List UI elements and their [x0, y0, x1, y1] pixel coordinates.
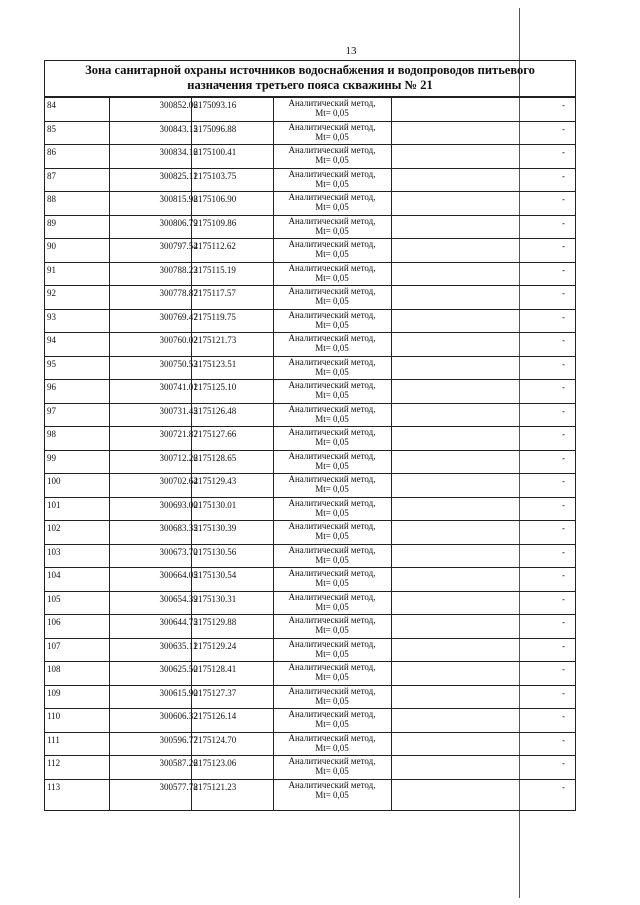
- coordinate-y: 2175103.75: [191, 168, 273, 192]
- method-label: Аналитический метод,: [288, 403, 376, 414]
- method-cell: [273, 521, 391, 545]
- method-label: Аналитический метод,: [288, 685, 376, 696]
- method-label: Аналитический метод,: [288, 192, 376, 202]
- coordinate-x: 300750.53: [109, 356, 191, 380]
- point-number: 95: [45, 356, 109, 380]
- coordinate-x: 300788.23: [109, 262, 191, 286]
- empty-value: -: [391, 380, 575, 404]
- table-row: [45, 239, 575, 263]
- empty-value: -: [391, 497, 575, 521]
- method-accuracy: Mt= 0,05: [315, 202, 349, 212]
- coordinate-y: 2175130.39: [191, 521, 273, 545]
- method-accuracy: Mt= 0,05: [315, 531, 349, 541]
- point-number: 94: [45, 333, 109, 357]
- method-label: Аналитический метод,: [288, 262, 376, 273]
- coordinate-y: 2175126.48: [191, 403, 273, 427]
- coordinate-y: 2175130.56: [191, 544, 273, 568]
- empty-value: -: [391, 732, 575, 756]
- method-label: Аналитический метод,: [288, 168, 376, 179]
- point-number: 91: [45, 262, 109, 286]
- coordinate-x: 300702.64: [109, 474, 191, 498]
- point-number: 113: [45, 779, 109, 810]
- point-number: 106: [45, 615, 109, 639]
- point-number: 90: [45, 239, 109, 263]
- table-row: [45, 215, 575, 239]
- method-accuracy: Mt= 0,05: [315, 695, 349, 706]
- table-row: [45, 709, 575, 733]
- coordinate-x: 300852.06: [109, 98, 191, 122]
- table-row: [45, 380, 575, 404]
- empty-value: -: [391, 145, 575, 169]
- point-number: 92: [45, 286, 109, 310]
- table-row: [45, 450, 575, 474]
- table-row: [45, 497, 575, 521]
- coordinate-y: 2175129.43: [191, 474, 273, 498]
- method-cell: [273, 474, 391, 498]
- coordinate-x: 300683.35: [109, 521, 191, 545]
- point-number: 110: [45, 709, 109, 733]
- method-label: Аналитический метод,: [288, 474, 376, 484]
- table-row: [45, 756, 575, 780]
- table-row: [45, 685, 575, 709]
- empty-value: -: [391, 215, 575, 239]
- method-accuracy: Mt= 0,05: [315, 601, 349, 612]
- method-cell: [273, 145, 391, 169]
- point-number: 100: [45, 474, 109, 498]
- table-row: [45, 168, 575, 192]
- point-number: 93: [45, 309, 109, 333]
- empty-value: -: [391, 333, 575, 357]
- coordinate-y: 2175125.10: [191, 380, 273, 404]
- method-label: Аналитический метод,: [288, 333, 376, 343]
- method-label: Аналитический метод,: [288, 591, 376, 602]
- method-label: Аналитический метод,: [288, 662, 376, 672]
- method-label: Аналитический метод,: [288, 709, 376, 719]
- empty-value: -: [391, 521, 575, 545]
- coordinate-x: 300587.26: [109, 756, 191, 780]
- table-row: [45, 286, 575, 310]
- method-label: Аналитический метод,: [288, 239, 376, 249]
- table-row: [45, 145, 575, 169]
- point-number: 96: [45, 380, 109, 404]
- table-row: [45, 474, 575, 498]
- point-number: 86: [45, 145, 109, 169]
- method-cell: [273, 333, 391, 357]
- method-label: Аналитический метод,: [288, 521, 376, 531]
- table-row: [45, 262, 575, 286]
- coordinate-y: 2175124.70: [191, 732, 273, 756]
- coordinate-x: 300731.45: [109, 403, 191, 427]
- method-cell: [273, 121, 391, 145]
- coordinate-x: 300778.87: [109, 286, 191, 310]
- method-accuracy: Mt= 0,05: [315, 742, 349, 753]
- empty-value: -: [391, 168, 575, 192]
- table-row: [45, 98, 575, 122]
- method-accuracy: Mt= 0,05: [315, 108, 349, 118]
- method-label: Аналитический метод,: [288, 121, 376, 132]
- coordinate-x: 300664.05: [109, 568, 191, 592]
- empty-value: -: [391, 591, 575, 615]
- coordinate-y: 2175119.75: [191, 309, 273, 333]
- coordinate-y: 2175121.73: [191, 333, 273, 357]
- method-label: Аналитический метод,: [288, 215, 376, 226]
- coordinate-x: 300596.77: [109, 732, 191, 756]
- method-accuracy: Mt= 0,05: [315, 249, 349, 259]
- document-title: [45, 61, 575, 97]
- empty-value: -: [391, 427, 575, 451]
- empty-value: -: [391, 192, 575, 216]
- coordinate-y: 2175130.54: [191, 568, 273, 592]
- coordinate-y: 2175115.19: [191, 262, 273, 286]
- table-row: [45, 615, 575, 639]
- coordinate-x: 300635.11: [109, 638, 191, 662]
- method-accuracy: Mt= 0,05: [315, 155, 349, 165]
- coordinate-x: 300806.79: [109, 215, 191, 239]
- coordinate-x: 300693.00: [109, 497, 191, 521]
- point-number: 107: [45, 638, 109, 662]
- empty-value: -: [391, 779, 575, 810]
- method-accuracy: Mt= 0,05: [315, 766, 349, 776]
- empty-value: -: [391, 662, 575, 686]
- coordinate-x: 300834.16: [109, 145, 191, 169]
- coordinate-y: 2175127.37: [191, 685, 273, 709]
- point-number: 99: [45, 450, 109, 474]
- point-number: 104: [45, 568, 109, 592]
- coordinate-y: 2175130.31: [191, 591, 273, 615]
- method-accuracy: Mt= 0,05: [315, 319, 349, 330]
- method-cell: [273, 544, 391, 568]
- method-accuracy: Mt= 0,05: [315, 225, 349, 236]
- method-label: Аналитический метод,: [288, 756, 376, 766]
- point-number: 105: [45, 591, 109, 615]
- empty-value: -: [391, 262, 575, 286]
- empty-value: -: [391, 756, 575, 780]
- coordinates-document: [44, 60, 576, 811]
- coordinate-y: 2175100.41: [191, 145, 273, 169]
- coordinate-x: 300606.32: [109, 709, 191, 733]
- coordinate-x: 300815.98: [109, 192, 191, 216]
- title-line-1: Зона санитарной охраны источников водоснабжения и водопроводов питьевого: [85, 63, 535, 77]
- method-label: Аналитический метод,: [288, 779, 376, 790]
- table-row: [45, 356, 575, 380]
- method-cell: [273, 709, 391, 733]
- table-row: [45, 403, 575, 427]
- coordinate-y: 2175130.01: [191, 497, 273, 521]
- method-accuracy: Mt= 0,05: [315, 789, 349, 800]
- coordinate-x: 300843.15: [109, 121, 191, 145]
- method-label: Аналитический метод,: [288, 145, 376, 155]
- method-label: Аналитический метод,: [288, 568, 376, 578]
- coordinate-y: 2175123.51: [191, 356, 273, 380]
- method-cell: [273, 568, 391, 592]
- method-label: Аналитический метод,: [288, 427, 376, 437]
- method-accuracy: Mt= 0,05: [315, 648, 349, 659]
- method-accuracy: Mt= 0,05: [315, 131, 349, 142]
- method-label: Аналитический метод,: [288, 98, 376, 108]
- coordinate-y: 2175128.41: [191, 662, 273, 686]
- point-number: 98: [45, 427, 109, 451]
- method-label: Аналитический метод,: [288, 450, 376, 461]
- method-accuracy: Mt= 0,05: [315, 578, 349, 588]
- method-accuracy: Mt= 0,05: [315, 178, 349, 189]
- coordinate-y: 2175093.16: [191, 98, 273, 122]
- method-accuracy: Mt= 0,05: [315, 437, 349, 447]
- method-accuracy: Mt= 0,05: [315, 343, 349, 353]
- method-cell: [273, 380, 391, 404]
- method-cell: [273, 427, 391, 451]
- method-accuracy: Mt= 0,05: [315, 413, 349, 424]
- method-accuracy: Mt= 0,05: [315, 366, 349, 377]
- point-number: 97: [45, 403, 109, 427]
- coordinate-x: 300673.70: [109, 544, 191, 568]
- empty-value: -: [391, 474, 575, 498]
- method-cell: [273, 356, 391, 380]
- method-cell: [273, 638, 391, 662]
- method-label: Аналитический метод,: [288, 309, 376, 320]
- method-cell: [273, 615, 391, 639]
- method-cell: [273, 309, 391, 333]
- coordinate-x: 300760.02: [109, 333, 191, 357]
- table-row: [45, 568, 575, 592]
- coordinate-y: 2175127.66: [191, 427, 273, 451]
- table-row: [45, 121, 575, 145]
- method-label: Аналитический метод,: [288, 638, 376, 649]
- empty-value: -: [391, 98, 575, 122]
- method-cell: [273, 286, 391, 310]
- method-cell: [273, 732, 391, 756]
- method-accuracy: Mt= 0,05: [315, 554, 349, 565]
- coordinate-x: 300721.87: [109, 427, 191, 451]
- table-row: [45, 662, 575, 686]
- empty-value: -: [391, 615, 575, 639]
- method-cell: [273, 497, 391, 521]
- method-accuracy: Mt= 0,05: [315, 672, 349, 682]
- coordinate-x: 300615.90: [109, 685, 191, 709]
- method-cell: [273, 262, 391, 286]
- method-cell: [273, 685, 391, 709]
- method-label: Аналитический метод,: [288, 380, 376, 390]
- point-number: 89: [45, 215, 109, 239]
- coordinate-y: 2175121.23: [191, 779, 273, 810]
- table-row: [45, 521, 575, 545]
- table-row: [45, 591, 575, 615]
- coordinate-x: 300741.01: [109, 380, 191, 404]
- empty-value: -: [391, 709, 575, 733]
- empty-value: -: [391, 286, 575, 310]
- point-number: 103: [45, 544, 109, 568]
- coordinate-x: 300625.50: [109, 662, 191, 686]
- method-cell: [273, 239, 391, 263]
- table-row: [45, 544, 575, 568]
- coordinate-x: 300797.54: [109, 239, 191, 263]
- empty-value: -: [391, 638, 575, 662]
- table-row: [45, 779, 575, 810]
- coordinate-y: 2175106.90: [191, 192, 273, 216]
- empty-value: -: [391, 309, 575, 333]
- method-accuracy: Mt= 0,05: [315, 272, 349, 283]
- point-number: 101: [45, 497, 109, 521]
- coordinate-x: 300712.26: [109, 450, 191, 474]
- empty-value: -: [391, 568, 575, 592]
- method-accuracy: Mt= 0,05: [315, 625, 349, 635]
- coordinates-table: [45, 97, 575, 810]
- method-cell: [273, 779, 391, 810]
- method-label: Аналитический метод,: [288, 732, 376, 743]
- table-row: [45, 427, 575, 451]
- empty-value: -: [391, 239, 575, 263]
- table-row: [45, 333, 575, 357]
- coordinate-y: 2175128.65: [191, 450, 273, 474]
- method-accuracy: Mt= 0,05: [315, 719, 349, 729]
- point-number: 87: [45, 168, 109, 192]
- method-cell: [273, 215, 391, 239]
- coordinate-y: 2175126.14: [191, 709, 273, 733]
- point-number: 108: [45, 662, 109, 686]
- empty-value: -: [391, 450, 575, 474]
- method-cell: [273, 98, 391, 122]
- point-number: 109: [45, 685, 109, 709]
- method-accuracy: Mt= 0,05: [315, 460, 349, 471]
- point-number: 111: [45, 732, 109, 756]
- point-number: 84: [45, 98, 109, 122]
- coordinate-y: 2175129.24: [191, 638, 273, 662]
- method-accuracy: Mt= 0,05: [315, 390, 349, 400]
- point-number: 85: [45, 121, 109, 145]
- table-row: [45, 732, 575, 756]
- coordinate-y: 2175096.88: [191, 121, 273, 145]
- coordinate-x: 300769.47: [109, 309, 191, 333]
- page-number: 13: [345, 45, 357, 57]
- coordinate-y: 2175109.86: [191, 215, 273, 239]
- coordinate-y: 2175112.62: [191, 239, 273, 263]
- coordinate-y: 2175123.06: [191, 756, 273, 780]
- point-number: 88: [45, 192, 109, 216]
- point-number: 102: [45, 521, 109, 545]
- method-cell: [273, 662, 391, 686]
- method-cell: [273, 450, 391, 474]
- method-cell: [273, 756, 391, 780]
- method-label: Аналитический метод,: [288, 497, 376, 508]
- method-label: Аналитический метод,: [288, 286, 376, 296]
- method-cell: [273, 192, 391, 216]
- coordinate-x: 300644.75: [109, 615, 191, 639]
- empty-value: -: [391, 544, 575, 568]
- method-cell: [273, 168, 391, 192]
- empty-value: -: [391, 403, 575, 427]
- method-accuracy: Mt= 0,05: [315, 507, 349, 518]
- coordinate-x: 300654.39: [109, 591, 191, 615]
- title-line-2: назначения третьего пояса скважины № 21: [187, 78, 433, 92]
- table-row: [45, 192, 575, 216]
- coordinate-x: 300825.11: [109, 168, 191, 192]
- table-row: [45, 638, 575, 662]
- coordinate-y: 2175117.57: [191, 286, 273, 310]
- method-accuracy: Mt= 0,05: [315, 296, 349, 306]
- method-cell: [273, 403, 391, 427]
- empty-value: -: [391, 121, 575, 145]
- method-label: Аналитический метод,: [288, 615, 376, 625]
- method-accuracy: Mt= 0,05: [315, 484, 349, 494]
- coordinate-x: 300577.78: [109, 779, 191, 810]
- coordinate-y: 2175129.88: [191, 615, 273, 639]
- point-number: 112: [45, 756, 109, 780]
- method-cell: [273, 591, 391, 615]
- method-label: Аналитический метод,: [288, 544, 376, 555]
- method-label: Аналитический метод,: [288, 356, 376, 367]
- table-row: [45, 309, 575, 333]
- empty-value: -: [391, 685, 575, 709]
- empty-value: -: [391, 356, 575, 380]
